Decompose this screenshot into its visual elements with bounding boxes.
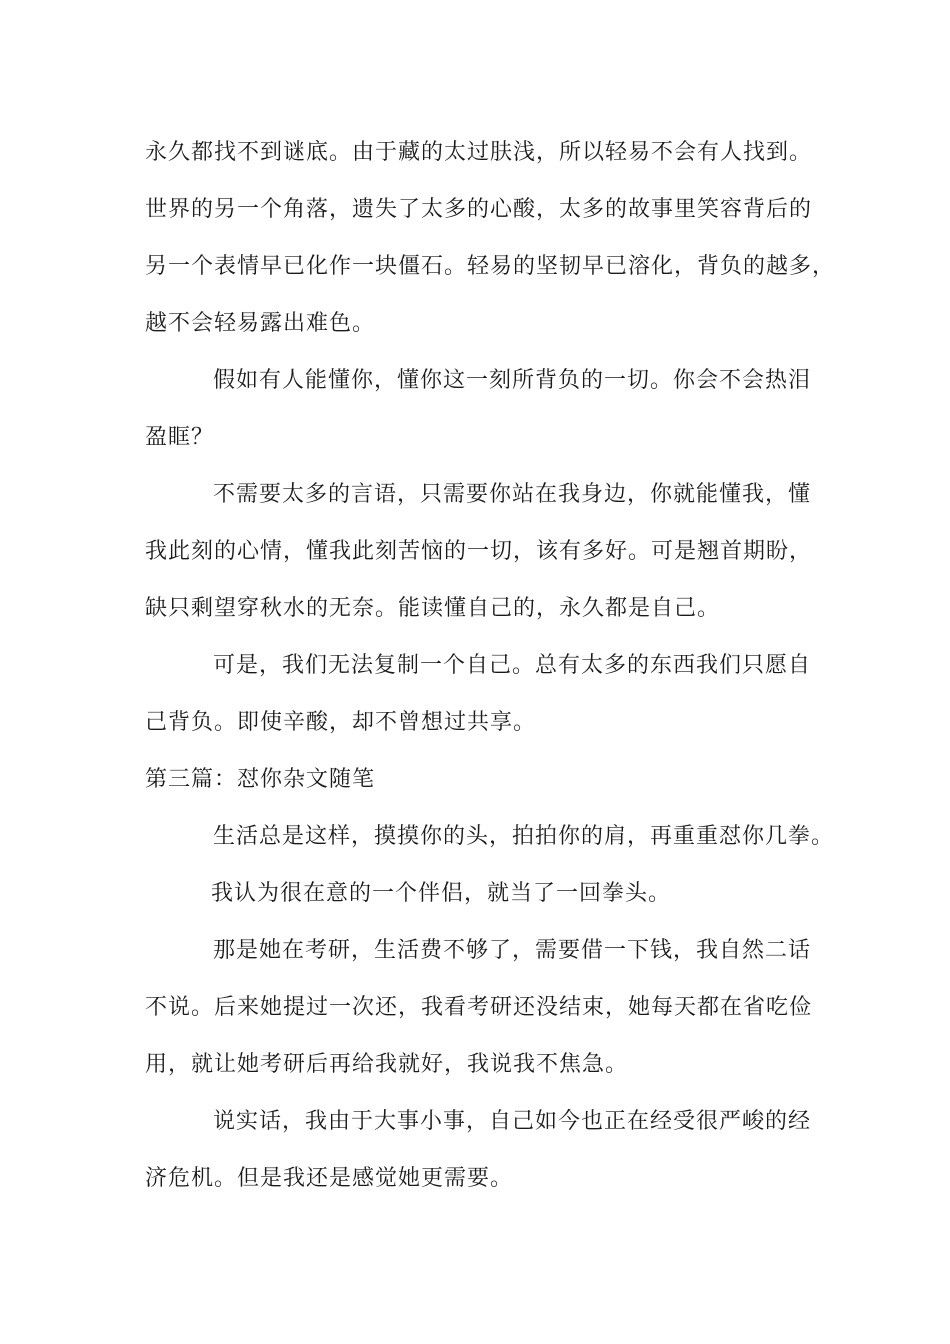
paragraph-line: 我认为很在意的一个伴侣，就当了一回拳头。 [211, 881, 672, 906]
paragraph-line: 己背负。即使辛酸，却不曾想过共享。 [145, 710, 537, 735]
paragraph-line: 说实话，我由于大事小事，自己如今也正在经受很严峻的经 [213, 1109, 812, 1134]
paragraph-line: 我此刻的心情，懂我此刻苦恼的一切，该有多好。可是翘首期盼， [145, 539, 813, 564]
paragraph-line: 济危机。但是我还是感觉她更需要。 [145, 1166, 514, 1191]
paragraph-line: 盈眶？ [145, 425, 215, 450]
paragraph-line: 用，就让她考研后再给我就好，我说我不焦急。 [145, 1052, 629, 1077]
paragraph-line: 缺只剩望穿秋水的无奈。能读懂自己的，永久都是自己。 [145, 596, 721, 621]
paragraph-line: 越不会轻易露出难色。 [145, 311, 376, 336]
paragraph-line: 另一个表情早已化作一块僵石。轻易的坚韧早已溶化，背负的越多， [145, 254, 836, 279]
paragraph-line: 生活总是这样，摸摸你的头，拍拍你的肩，再重重怼你几拳。 [213, 824, 835, 849]
paragraph-line: 可是，我们无法复制一个自己。总有太多的东西我们只愿自 [213, 653, 812, 678]
paragraph-line: 世界的另一个角落，遗失了太多的心酸，太多的故事里笑容背后的 [145, 197, 813, 222]
paragraph-line: 假如有人能懂你，懂你这一刻所背负的一切。你会不会热泪 [213, 368, 812, 393]
paragraph-line: 不说。后来她提过一次还，我看考研还没结束，她每天都在省吃俭 [145, 995, 813, 1020]
paragraph-line: 永久都找不到谜底。由于藏的太过肤浅，所以轻易不会有人找到。 [145, 140, 813, 165]
section-heading: 第三篇：怼你杂文随笔 [145, 767, 376, 792]
paragraph-line: 那是她在考研，生活费不够了，需要借一下钱，我自然二话 [213, 938, 812, 963]
paragraph-line: 不需要太多的言语，只需要你站在我身边，你就能懂我，懂 [213, 482, 812, 507]
